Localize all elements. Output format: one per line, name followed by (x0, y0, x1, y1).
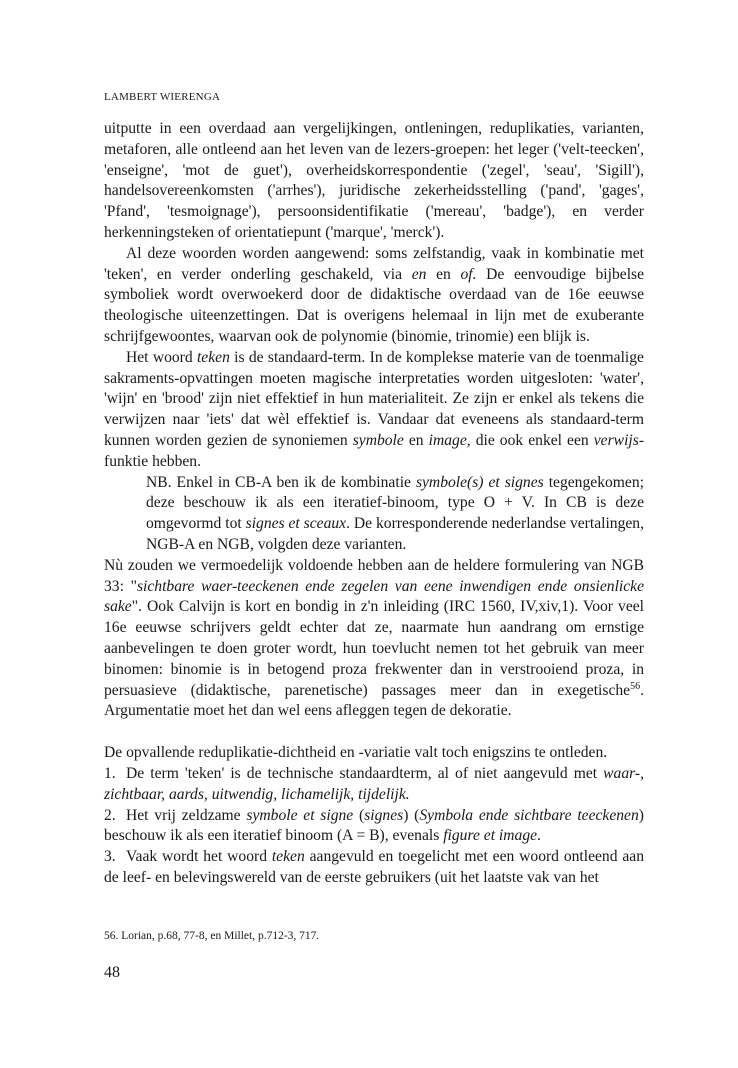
paragraph-5: De opvallende reduplikatie-dichtheid en -variatie valt toch enigszins te ontleden. (104, 744, 608, 762)
footnote: 56. Lorian, p.68, 77-8, en Millet, p.712-3, 717. (104, 930, 320, 942)
paragraph-4: Nù zouden we vermoedelijk voldoende hebben aan de heldere formulering van NGB 33: "sichtbare waer-teeckenen ende zegelen van eene inwendigen ende onsienlicke sake". Ook Calvijn is kort en bondig in z'n inleiding (IRC 1560, IV,xiv,1). Voor veel 16e eeuwse schrijvers geldt echter dat ze, naarmate hun aandrang om ernstige aanbevelingen te doen groter wordt, hun toevlucht nemen tot het gebruik van meer binomen: binomie is in betogend proza frekwenter dan in verstrooiend proza, in persuasieve (didaktische, parenetische) passages meer dan in exegetische$^{56}$. Argumentatie moet het dan wel eens afleggen tegen de dekoratie. (104, 556, 644, 720)
nb-note: NB. Enkel in CB-A ben ik de kombinatie symbole(s) et signes tegengekomen; deze beschouw ik als een iteratief-binoom, type O + V. In CB is deze omgevormd tot signes et sceaux. De korresponderende nederlandse vertalingen, NGB-A en NGB, volgden deze varianten. (146, 473, 644, 553)
running-head: LAMBERT WIERENGA (104, 91, 221, 103)
body-text (104, 119, 644, 889)
paragraph-spacer (104, 722, 644, 743)
paragraph-3: Het woord teken is de standaard-term. In de komplekse materie van de toenmalige sakraments-opvattingen moeten magische interpretaties worden uitgesloten: 'water', 'wijn' en 'brood' zijn niet effektief in hun materialiteit. Ze zijn er enkel als tekens die verwijzen naar 'iets' dat wèl effektief is. Vandaar dat eveneens als standaard-term kunnen worden gezien de synoniemen symbole en image, die ook enkel een verwijs-funktie hebben. (104, 348, 645, 470)
paragraph-1: uitputte in een overdaad aan vergelijkingen, ontleningen, reduplikaties, varianten, metaforen, alle ontleend aan het leven van de lezers-groepen: het leger ('velt-teecken', 'enseigne', 'mot de guet'), overheidskorrespondentie ('zegel', 'seau', 'Sigill'), handelsovereenkomsten ('arrhes'), juridische zekerheidsstelling ('pand', 'gages', 'Pfand', 'tesmoignage'), persoonsidentifikatie ('mereau', 'badge'), en verder herkenningsteken of orientatiepunt ('marque', 'merck'). (104, 120, 644, 241)
list-item: 2. Het vrij zeldzame symbole et signe (signes) (Symbola ende sichtbare teeckenen) beschouw ik als een iteratief binoom (A = B), evenals figure et image. (104, 806, 644, 845)
paragraph-2: Al deze woorden worden aangewend: soms zelfstandig, vaak in kombinatie met 'teken', en verder onderling geschakeld, via en en of. De eenvoudige bijbelse symboliek wordt overwoekerd door de didaktische overdaad van de 16e eeuwse theologische uiteenzettingen. Dat is overigens helemaal in lijn met de exuberante schrijfgewoontes, waarvan ook de polynomie (binomie, trinomie) een blijk is. (104, 244, 645, 345)
list-item: 1. De term 'teken' is de technische standaardterm, al of niet aangevuld met waar-, zichtbaar, aards, uitwendig, lichamelijk, tijdelijk. (104, 764, 644, 803)
list-item: 3. Vaak wordt het woord teken aangevuld en toegelicht met een woord ontleend aan de leef- en belevingswereld van de eerste gebruikers (uit het laatste vak van het (104, 848, 645, 886)
footnote-reference: 56 (630, 680, 641, 692)
page-number: 48 (104, 964, 120, 981)
